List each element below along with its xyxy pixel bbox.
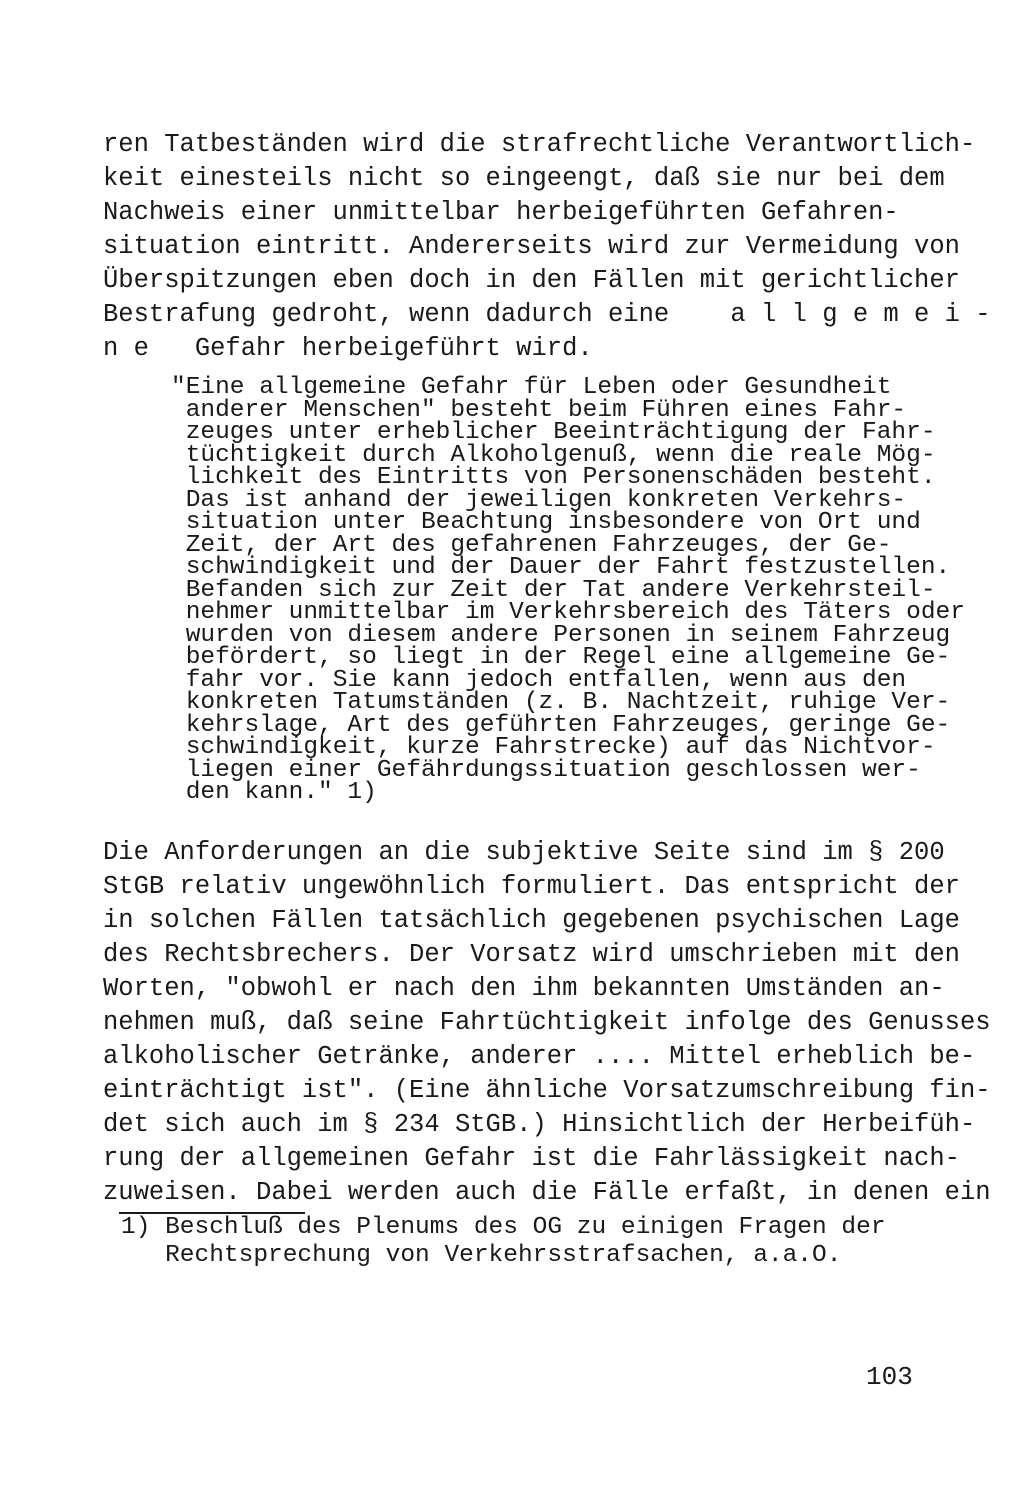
paragraph-line: rung der allgemeinen Gefahr ist die Fahrlässigkeit nach-	[103, 1144, 960, 1173]
quote-line: situation unter Beachtung insbesondere von Ort und	[171, 509, 921, 536]
paragraph-line: Worten, "obwohl er nach den ihm bekannten Umständen an-	[103, 974, 945, 1003]
quote-line: anderer Menschen" besteht beim Führen eines Fahr-	[171, 396, 907, 424]
quote-line: den kann." 1)	[171, 779, 377, 806]
quote-line: konkreten Tatumständen (z. B. Nachtzeit, ruhige Ver-	[171, 689, 951, 716]
quote-line: Das ist anhand der jeweiligen konkreten Verkehrs-	[171, 486, 907, 514]
footnote-line: 1) Beschluß des Plenums des OG zu einigen Fragen der	[121, 1214, 886, 1241]
quote-line: liegen einer Gefährdungssituation geschlossen wer-	[171, 756, 921, 784]
quote-line: "Eine allgemeine Gefahr für Leben oder Gesundheit	[171, 374, 892, 401]
paragraph-line: nehmen muß, daß seine Fahrtüchtigkeit infolge des Genusses	[103, 1008, 991, 1037]
paragraph-line: keit einesteils nicht so eingeengt, daß sie nur bei dem	[103, 164, 945, 193]
paragraph-line: situation eintritt. Andererseits wird zur Vermeidung von	[103, 232, 960, 261]
paragraph-line: des Rechtsbrechers. Der Vorsatz wird umschrieben mit den	[103, 940, 960, 969]
paragraph-line: zuweisen. Dabei werden auch die Fälle erfaßt, in denen ein	[103, 1178, 991, 1207]
paragraph-line: det sich auch im § 234 StGB.) Hinsichtlich der Herbeifüh-	[103, 1110, 976, 1139]
paragraph-line: StGB relativ ungewöhnlich formuliert. Das entspricht der	[103, 872, 960, 901]
paragraph-line: alkoholischer Getränke, anderer .... Mittel erheblich be-	[103, 1042, 976, 1071]
paragraph-line: Nachweis einer unmittelbar herbeigeführten Gefahren-	[103, 198, 899, 227]
paragraph-line: n e Gefahr herbeigeführt wird.	[103, 334, 593, 363]
paragraph-line: in solchen Fällen tatsächlich gegebenen psychischen Lage	[103, 906, 960, 935]
quote-line: schwindigkeit und der Dauer der Fahrt festzustellen.	[171, 554, 951, 581]
quote-line: befördert, so liegt in der Regel eine allgemeine Ge-	[171, 644, 951, 671]
quote-line: lichkeit des Eintritts von Personenschäden besteht.	[171, 464, 936, 491]
paragraph-line: Überspitzungen eben doch in den Fällen mit gerichtlicher	[103, 266, 960, 295]
quote-line: nehmer unmittelbar im Verkehrsbereich des Täters oder	[171, 599, 965, 626]
quote-line: fahr vor. Sie kann jedoch entfallen, wenn aus den	[171, 666, 907, 694]
quote-line: kehrslage, Art des geführten Fahrzeuges, geringe Ge-	[171, 711, 951, 739]
paragraph-line: ren Tatbeständen wird die strafrechtliche Verantwortlich-	[103, 130, 976, 159]
quote-line: schwindigkeit, kurze Fahrstrecke) auf das Nichtvor-	[171, 734, 936, 761]
page-number: 103	[866, 1362, 913, 1392]
quote-line: Zeit, der Art des gefahrenen Fahrzeuges, der Ge-	[171, 531, 892, 559]
paragraph-line: einträchtigt ist". (Eine ähnliche Vorsatzumschreibung fin-	[103, 1076, 991, 1105]
paragraph-line: Die Anforderungen an die subjektive Seite sind im § 200	[103, 838, 945, 867]
footnote-line: Rechtsprechung von Verkehrsstrafsachen, a.a.O.	[121, 1242, 842, 1269]
quote-line: tüchtigkeit durch Alkoholgenuß, wenn die reale Mög-	[171, 441, 936, 469]
paragraph-line: Bestrafung gedroht, wenn dadurch eine a l l g e m e i -	[103, 300, 991, 329]
quote-line: Befanden sich zur Zeit der Tat andere Verkehrsteil-	[171, 576, 936, 604]
quote-line: zeuges unter erheblicher Beeinträchtigung der Fahr-	[171, 419, 936, 446]
quote-line: wurden von diesem andere Personen in seinem Fahrzeug	[171, 621, 951, 649]
